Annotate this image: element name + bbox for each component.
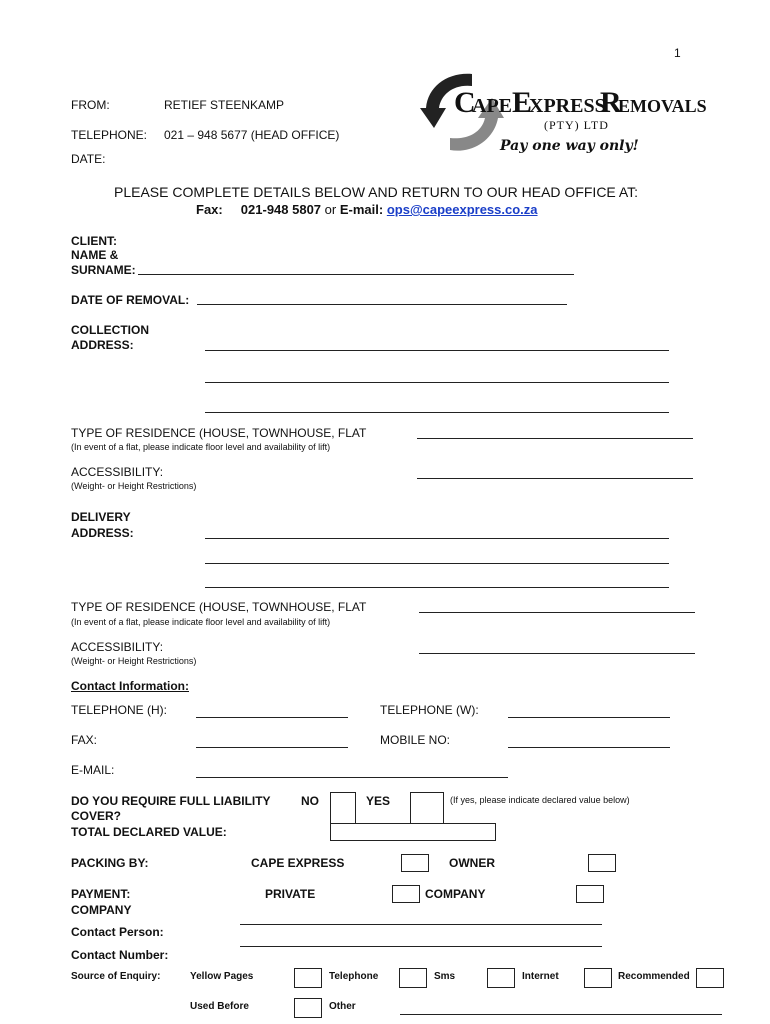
collection-accessibility-label: ACCESSIBILITY: — [71, 465, 164, 479]
contact-number-label: Contact Number: — [71, 948, 169, 962]
liability-no-checkbox[interactable] — [330, 792, 356, 826]
client-label: CLIENT: — [71, 234, 117, 248]
name-label: NAME & — [71, 248, 119, 262]
payment-company-field[interactable] — [240, 924, 602, 925]
page-number: 1 — [674, 46, 681, 60]
mobile-label: MOBILE NO: — [380, 733, 451, 747]
liability-no-label: NO — [301, 794, 319, 808]
collection-residence-note: (In event of a flat, please indicate floor level and availability of lift) — [71, 442, 331, 452]
date-of-removal-field[interactable] — [197, 304, 567, 305]
contact-person-field[interactable] — [240, 946, 602, 947]
payment-private-label: PRIVATE — [265, 887, 316, 901]
delivery-address-line-3[interactable] — [205, 587, 669, 588]
email-field-label: E-MAIL: — [71, 763, 115, 777]
instructions-contact — [196, 202, 538, 217]
from-value: RETIEF STEENKAMP — [164, 98, 285, 112]
client-name-field[interactable] — [138, 274, 574, 275]
total-declared-value-label: TOTAL DECLARED VALUE: — [71, 825, 227, 839]
packing-cape-express-label: CAPE EXPRESS — [251, 856, 345, 870]
from-label: FROM: — [71, 98, 110, 112]
logo-tagline: Pay one way only! — [500, 138, 639, 154]
collection-accessibility-note: (Weight- or Height Restrictions) — [71, 481, 197, 491]
delivery-accessibility-note: (Weight- or Height Restrictions) — [71, 656, 197, 666]
fax-field[interactable] — [196, 747, 348, 748]
payment-company-label: COMPANY — [71, 903, 132, 917]
enquiry-other-label: Other — [329, 1001, 356, 1012]
or-text: or — [324, 202, 337, 217]
enquiry-other-field[interactable] — [400, 1014, 722, 1015]
enquiry-yellow-pages-label: Yellow Pages — [190, 971, 254, 982]
collection-address-line-1[interactable] — [205, 350, 669, 351]
collection-label: COLLECTION — [71, 323, 149, 337]
enquiry-sms-label: Sms — [434, 971, 456, 982]
enquiry-recommended-checkbox[interactable] — [696, 968, 724, 988]
telephone-value: 021 – 948 5677 (HEAD OFFICE) — [164, 128, 340, 142]
enquiry-telephone-checkbox[interactable] — [399, 968, 427, 988]
payment-label: PAYMENT: — [71, 887, 131, 901]
enquiry-internet-label: Internet — [522, 971, 559, 982]
enquiry-used-before-label: Used Before — [190, 1001, 249, 1012]
svg-text:E: E — [512, 86, 533, 119]
collection-address-line-3[interactable] — [205, 412, 669, 413]
delivery-label: DELIVERY — [71, 510, 131, 524]
telephone-w-field[interactable] — [508, 717, 670, 718]
packing-owner-label: OWNER — [449, 856, 495, 870]
email-link[interactable]: ops@capeexpress.co.za — [386, 202, 538, 217]
svg-text:C: C — [454, 86, 476, 119]
liability-question-line1: DO YOU REQUIRE FULL LIABILITY — [71, 794, 271, 808]
enquiry-label: Source of Enquiry: — [71, 971, 161, 982]
total-declared-value-field[interactable] — [330, 823, 496, 841]
telephone-h-label: TELEPHONE (H): — [71, 703, 168, 717]
delivery-address-label: ADDRESS: — [71, 526, 134, 540]
company-logo — [420, 68, 707, 160]
enquiry-internet-checkbox[interactable] — [584, 968, 612, 988]
enquiry-used-before-checkbox[interactable] — [294, 998, 322, 1018]
telephone-h-field[interactable] — [196, 717, 348, 718]
svg-text:R: R — [600, 86, 622, 119]
collection-address-line-2[interactable] — [205, 382, 669, 383]
delivery-address-line-2[interactable] — [205, 563, 669, 564]
enquiry-sms-checkbox[interactable] — [487, 968, 515, 988]
fax-value: 021-948 5807 — [240, 202, 322, 217]
packing-label: PACKING BY: — [71, 856, 149, 870]
delivery-accessibility-field[interactable] — [419, 653, 695, 654]
telephone-label: TELEPHONE: — [71, 128, 148, 142]
surname-label: SURNAME: — [71, 263, 136, 277]
liability-yes-label: YES — [366, 794, 391, 808]
svg-text:EMOVALS: EMOVALS — [618, 96, 707, 116]
collection-residence-label: TYPE OF RESIDENCE (HOUSE, TOWNHOUSE, FLAT — [71, 426, 367, 440]
svg-text:APE: APE — [472, 95, 512, 117]
liability-yes-checkbox[interactable] — [410, 792, 444, 826]
mobile-field[interactable] — [508, 747, 670, 748]
logo-pty: (PTY) LTD — [544, 118, 609, 132]
delivery-address-line-1[interactable] — [205, 538, 669, 539]
liability-note: (If yes, please indicate declared value below) — [450, 795, 630, 805]
contact-heading: Contact Information: — [71, 679, 189, 693]
date-label: DATE: — [71, 152, 106, 166]
email-field[interactable] — [196, 777, 508, 778]
fax-field-label: FAX: — [71, 733, 98, 747]
telephone-w-label: TELEPHONE (W): — [380, 703, 479, 717]
date-of-removal-label: DATE OF REMOVAL: — [71, 293, 190, 307]
email-label: E-mail: — [339, 202, 384, 217]
liability-question-line2: COVER? — [71, 809, 122, 823]
delivery-residence-field[interactable] — [419, 612, 695, 613]
collection-address-label: ADDRESS: — [71, 338, 134, 352]
fax-label: Fax: — [196, 202, 223, 217]
delivery-residence-label: TYPE OF RESIDENCE (HOUSE, TOWNHOUSE, FLAT — [71, 600, 367, 614]
payment-company-option-label: COMPANY — [425, 887, 486, 901]
instructions-line: PLEASE COMPLETE DETAILS BELOW AND RETURN TO OUR HEAD OFFICE AT: — [114, 184, 639, 200]
svg-text:XPRESS: XPRESS — [529, 95, 606, 117]
contact-person-label: Contact Person: — [71, 925, 164, 939]
delivery-residence-note: (In event of a flat, please indicate floor level and availability of lift) — [71, 617, 331, 627]
enquiry-yellow-pages-checkbox[interactable] — [294, 968, 322, 988]
collection-accessibility-field[interactable] — [417, 478, 693, 479]
delivery-accessibility-label: ACCESSIBILITY: — [71, 640, 164, 654]
collection-residence-field[interactable] — [417, 438, 693, 439]
enquiry-recommended-label: Recommended — [618, 971, 690, 982]
packing-cape-express-checkbox[interactable] — [401, 854, 429, 872]
payment-company-checkbox[interactable] — [576, 885, 604, 903]
enquiry-telephone-label: Telephone — [329, 971, 379, 982]
packing-owner-checkbox[interactable] — [588, 854, 616, 872]
payment-private-checkbox[interactable] — [392, 885, 420, 903]
